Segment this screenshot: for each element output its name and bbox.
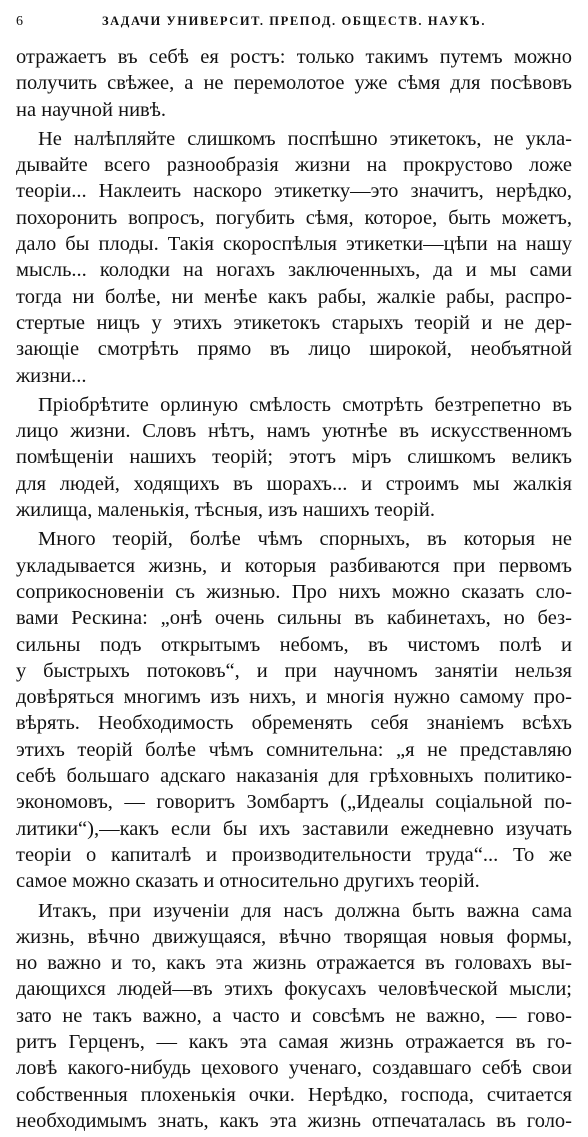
paragraph xyxy=(16,44,572,123)
text-line: теоріи о капиталѣ и производительности труда“... То же xyxy=(16,843,572,866)
text-line: этихъ теорій болѣе чѣмъ сомнительна: „я не представляю xyxy=(16,738,572,761)
text-line: помѣщеніи нашихъ теорій; этотъ міръ слишкомъ великъ xyxy=(16,446,572,469)
paragraph xyxy=(16,898,572,1135)
paragraph xyxy=(16,526,572,894)
text-line: жизни... xyxy=(16,364,87,387)
text-line: довѣряться многимъ изъ нихъ, и многія нужно самому про- xyxy=(16,686,572,709)
text-line: Пріобрѣтите орлиную смѣлость смотрѣть безтрепетно въ xyxy=(38,393,572,416)
text-line: стертые ницъ у этихъ этикетокъ старыхъ теорій и не дер- xyxy=(16,311,572,334)
text-line: получить свѣжее, а не перемолотое уже сѣмя для посѣвовъ xyxy=(16,72,572,95)
text-line: вами Рескина: „онѣ очень сильны въ кабинетахъ, но без- xyxy=(16,607,572,630)
text-line: жизнь, вѣчно движущаяся, вѣчно творящая новыя формы, xyxy=(16,925,572,948)
text-line: самое можно сказать и относительно другихъ теорій. xyxy=(16,870,480,893)
text-line: литики“),—какъ если бы ихъ заставили ежедневно изучать xyxy=(16,817,572,840)
text-line: жилища, маленькія, тѣсныя, изъ нашихъ теорій. xyxy=(16,499,435,522)
text-line: ловѣ какого-нибудь цехового ученаго, создавшаго себѣ свои xyxy=(16,1057,572,1080)
text-line: дало бы плоды. Такія скороспѣлыя этикетки—цѣпи на нашу xyxy=(16,233,572,256)
text-line: ритъ Герценъ, — какъ эта самая жизнь отражается въ го- xyxy=(16,1030,572,1053)
text-line: отражаетъ въ себѣ ея ростъ: только такимъ путемъ можно xyxy=(16,46,572,68)
text-line: у быстрыхъ потоковъ“, и при научномъ занятіи нельзя xyxy=(16,659,572,682)
text-line: сильны подъ открытымъ небомъ, въ чистомъ полѣ и xyxy=(16,633,572,656)
text-line: дающихся людей—въ этихъ фокусахъ человѣческой мысли; xyxy=(16,978,572,1001)
text-line: Итакъ, при изученіи для насъ должна быть важна сама xyxy=(38,899,572,922)
text-line: зато не такъ важно, а часто и совсѣмъ не важно, — гово- xyxy=(16,1004,572,1027)
text-line: тогда ни болѣе, ни менѣе какъ рабы, жалкіе рабы, распро- xyxy=(16,285,572,308)
text-line: экономовъ, — говоритъ Зомбартъ („Идеалы соціальной по- xyxy=(16,791,572,814)
text-line: похоронить вопросъ, погубить сѣмя, которое, быть можетъ, xyxy=(16,206,572,229)
text-line: Много теорій, болѣе чѣмъ спорныхъ, въ которыя не xyxy=(38,528,572,551)
running-title: ЗАДАЧИ УНИВЕРСИТ. ПРЕПОД. ОБЩЕСТВ. НАУКЪ. xyxy=(101,14,487,28)
text-line: себѣ большаго адскаго наказанія для грѣховныхъ политико- xyxy=(16,765,572,788)
text-line: для людей, ходящихъ въ шорахъ... и строимъ мы жалкія xyxy=(16,472,572,495)
text-line: лицо жизни. Словъ нѣтъ, намъ уютнѣе въ искусственномъ xyxy=(16,420,572,443)
running-head xyxy=(16,14,572,32)
text-line: дывайте всего разнообразія жизни на прокрустово ложе xyxy=(16,154,572,177)
page-number: 6 xyxy=(16,14,23,29)
text-line: укладывается жизнь, и которыя разбиваются при первомъ xyxy=(16,554,572,577)
text-line: вѣрять. Необходимость обременять себя знаніемъ всѣхъ xyxy=(16,712,572,735)
text-line: Не налѣпляйте слишкомъ поспѣшно этикетокъ, не укла- xyxy=(38,127,572,150)
body-text xyxy=(16,44,572,1137)
paragraph xyxy=(16,392,572,523)
text-line: мысль... колодки на ногахъ заключенныхъ, да и мы сами xyxy=(16,259,572,282)
text-line: соприкосновеніи съ жизнью. Про нихъ можно сказать сло- xyxy=(16,580,572,603)
text-line: на научной нивѣ. xyxy=(16,98,166,121)
text-line: собственныя плохенькія очки. Нерѣдко, господа, считается xyxy=(16,1083,572,1106)
text-line: зающіе смотрѣть прямо въ лицо широкой, необъятной xyxy=(16,338,572,361)
text-line: теоріи... Наклеить наскоро этикетку—это значитъ, нерѣдко, xyxy=(16,180,572,203)
text-line: но важно и то, какъ эта жизнь отражается въ головахъ вы- xyxy=(16,952,572,975)
paragraph xyxy=(16,126,572,389)
text-line: необходимымъ знать, какъ эта жизнь отпечаталась въ голо- xyxy=(16,1109,572,1132)
